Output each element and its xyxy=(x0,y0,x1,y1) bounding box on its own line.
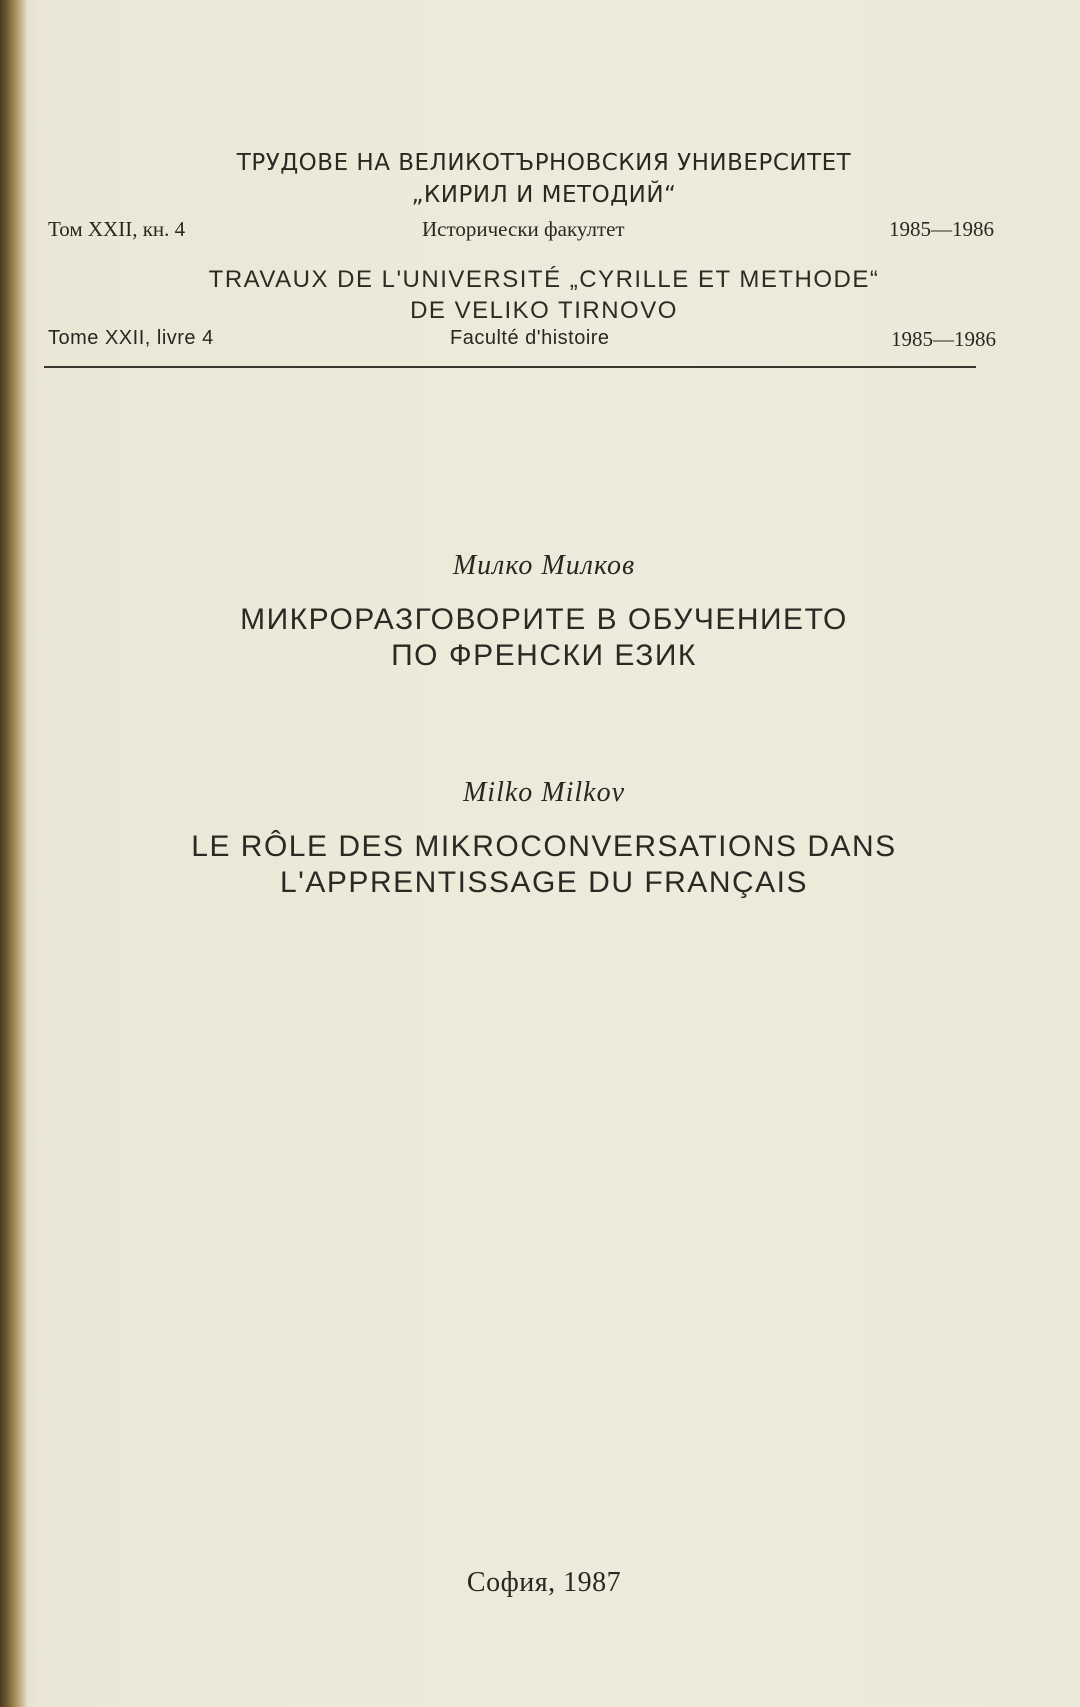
header-fr-faculty: Faculté d'histoire xyxy=(450,327,610,349)
header-bg-volume: Том XXII, кн. 4 xyxy=(48,217,186,241)
title-bg-line2: ПО ФРЕНСКИ ЕЗИК xyxy=(391,639,697,672)
title-fr-line2: L'APPRENTISSAGE DU FRANÇAIS xyxy=(280,866,808,899)
header-fr-line1: TRAVAUX DE L'UNIVERSITÉ „CYRILLE ET METHODE“ xyxy=(208,266,880,293)
header-fr-meta-row xyxy=(46,327,996,357)
author-bg: Милко Милков xyxy=(452,550,636,581)
header-bg-meta-row xyxy=(46,217,992,247)
header-fr-years: 1985—1986 xyxy=(891,327,996,351)
imprint-city-year: София, 1987 xyxy=(466,1567,622,1598)
title-fr-line1: LE RÔLE DES MIKROCONVERSATIONS DANS xyxy=(191,830,897,863)
header-bg-years: 1985—1986 xyxy=(889,217,994,241)
header-fr-line2: DE VELIKO TIRNOVO xyxy=(410,297,678,324)
header-bg-line2: „КИРИЛ И МЕТОДИЙ“ xyxy=(411,182,677,208)
header-bg-line1: ТРУДОВЕ НА ВЕЛИКОТЪРНОВСКИЯ УНИВЕРСИТЕТ xyxy=(236,150,852,176)
header-fr-volume: Tome XXII, livre 4 xyxy=(48,327,214,349)
author-fr: Milko Milkov xyxy=(462,777,626,808)
header-bg-faculty: Исторически факултет xyxy=(422,217,625,241)
header-rule xyxy=(44,366,976,368)
title-bg-line1: МИКРОРАЗГОВОРИТЕ В ОБУЧЕНИЕТО xyxy=(240,603,848,636)
